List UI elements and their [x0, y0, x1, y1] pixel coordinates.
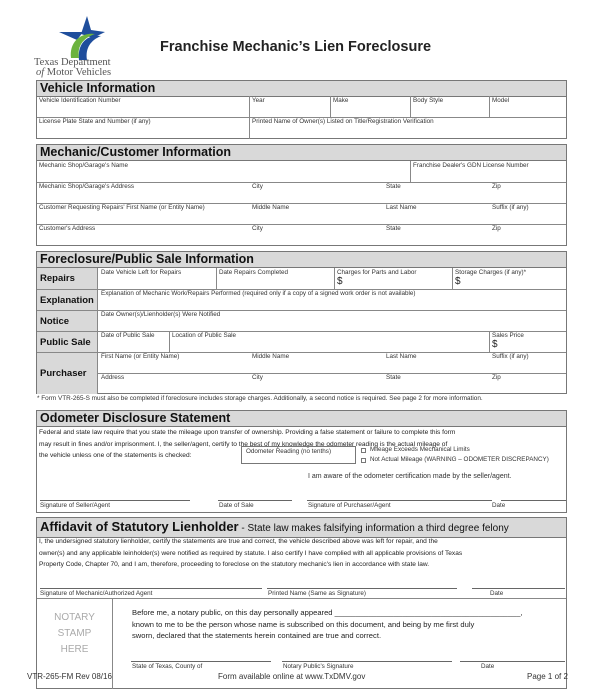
public-sale-label: Public Sale	[37, 331, 98, 352]
sale-date-field[interactable]: Date of Public Sale	[101, 332, 155, 339]
purchaser-label: Purchaser	[37, 352, 98, 394]
notary-stamp-text: HERE	[60, 644, 89, 655]
plate-field[interactable]: License Plate State and Number (if any)	[39, 118, 151, 125]
purchaser-address-field[interactable]: Address	[101, 374, 125, 381]
sale-price-field[interactable]: Sales Price	[492, 332, 524, 339]
storage-charges-field[interactable]: Storage Charges (if any)*	[455, 269, 527, 276]
purchaser-signature-field[interactable]: Signature of Purchaser/Agent	[308, 502, 391, 509]
notary-signature-field[interactable]: Notary Public's Signature	[283, 663, 354, 670]
logo-of: of	[36, 67, 45, 78]
explanation-field[interactable]: Explanation of Mechanic Work/Repairs Performed (required only if a copy of a signed work order is not available)	[101, 290, 416, 297]
not-actual-mileage-checkbox[interactable]	[361, 458, 366, 463]
section-header: Odometer Disclosure Statement	[37, 411, 566, 427]
shop-state-field[interactable]: State	[386, 183, 401, 190]
vin-field[interactable]: Vehicle Identification Number	[39, 97, 121, 104]
txdmv-logo	[32, 14, 132, 80]
affidavit-subtitle: - State law makes falsifying information a third degree felony	[238, 523, 509, 534]
printed-name-field[interactable]: Printed Name (Same as Signature)	[268, 590, 366, 597]
foreclosure-section	[36, 251, 567, 394]
affidavit-text-line: I, the undersigned statutory lienholder, certify the statements are true and correct, the vehicle described above was left for repair, and the	[39, 538, 438, 545]
gdn-field[interactable]: Franchise Dealer's GDN License Number	[413, 162, 529, 169]
dollar-sign: $	[337, 276, 343, 287]
make-field[interactable]: Make	[333, 97, 349, 104]
customer-last-field[interactable]: Last Name	[386, 204, 417, 211]
purchaser-city-field[interactable]: City	[252, 374, 263, 381]
purchaser-first-field[interactable]: First Name (or Entity Name)	[101, 353, 180, 360]
shop-zip-field[interactable]: Zip	[492, 183, 501, 190]
model-field[interactable]: Model	[492, 97, 510, 104]
not-actual-mileage-label: Not Actual Mileage (WARNING – ODOMETER DISCREPANCY)	[370, 456, 549, 463]
shop-address-field[interactable]: Mechanic Shop/Garage's Address	[39, 183, 135, 190]
mileage-exceeds-label: Mileage Exceeds Mechanical Limits	[370, 446, 470, 453]
odometer-reading-field[interactable]	[241, 446, 356, 464]
notary-date-field[interactable]: Date	[481, 663, 495, 670]
seller-signature-field[interactable]: Signature of Seller/Agent	[40, 502, 111, 509]
mileage-exceeds-checkbox[interactable]	[361, 448, 366, 453]
shop-name-field[interactable]: Mechanic Shop/Garage's Name	[39, 162, 129, 169]
customer-suffix-field[interactable]: Suffix (if any)	[492, 204, 529, 211]
section-header	[37, 518, 566, 538]
affidavit-text-line: Property Code, Chapter 70, and I am, therefore, proceeding to foreclose on the statutory mechanic's lien in accordance with state law.	[39, 561, 430, 569]
notary-text	[132, 607, 523, 642]
dollar-sign: $	[492, 339, 498, 350]
explanation-label: Explanation	[37, 289, 98, 310]
year-field[interactable]: Year	[252, 97, 265, 104]
dollar-sign: $	[455, 276, 461, 287]
customer-city-field[interactable]: City	[252, 225, 263, 232]
aware-statement: I am aware of the odometer certification made by the seller/agent.	[308, 473, 512, 480]
section-header: Foreclosure/Public Sale Information	[37, 252, 566, 268]
affidavit-date-field[interactable]: Date	[490, 590, 504, 597]
affidavit-section	[36, 517, 567, 689]
customer-middle-field[interactable]: Middle Name	[252, 204, 290, 211]
page-title: Franchise Mechanic’s Lien Foreclosure	[160, 39, 432, 55]
notice-label: Notice	[37, 310, 98, 331]
odometer-text-line: Federal and state law require that you state the mileage upon transfer of ownership. Providing a false statement or failure to complete this form	[39, 429, 456, 436]
odometer-text-line: the vehicle unless one of the statements is checked:	[39, 452, 192, 460]
logo-line2	[36, 67, 111, 78]
purchaser-last-field[interactable]: Last Name	[386, 353, 417, 360]
purchaser-middle-field[interactable]: Middle Name	[252, 353, 290, 360]
section-header: Vehicle Information	[37, 81, 566, 97]
odometer-section	[36, 410, 567, 513]
affidavit-title: Affidavit of Statutory Lienholder	[40, 519, 239, 534]
purchaser-zip-field[interactable]: Zip	[492, 374, 501, 381]
customer-address-field[interactable]: Customer's Address	[39, 225, 96, 232]
odometer-text-line: may result in fines and/or imprisonment. I, the seller/agent, certify to the best of my knowledge the odometer reading is the actual mileage of	[39, 440, 448, 448]
charges-field[interactable]: Charges for Parts and Labor	[337, 269, 417, 276]
purchaser-state-field[interactable]: State	[386, 374, 401, 381]
notary-stamp-text: NOTARY	[54, 612, 95, 623]
notary-text-line: known to me to be the person whose name is subscribed on this document, and being by me first duly	[132, 619, 475, 629]
repairs-label: Repairs	[37, 268, 98, 289]
storage-footnote: * Form VTR-265-S must also be completed if foreclosure includes storage charges. Additionally, a second notice is required. See page 2 for more information.	[37, 395, 483, 402]
notary-text-line: Before me, a notary public, on this day personally appeared ____________________________________________,	[132, 608, 523, 617]
shop-city-field[interactable]: City	[252, 183, 263, 190]
affidavit-text	[39, 536, 462, 571]
date-completed-field[interactable]: Date Repairs Completed	[219, 269, 288, 276]
star-logo-icon	[57, 16, 107, 62]
logo-line1: Texas Department	[34, 57, 111, 68]
customer-first-field[interactable]: Customer Requesting Repairs' First Name (or Entity Name)	[39, 204, 205, 211]
odometer-date-field[interactable]: Date	[492, 502, 506, 509]
notice-date-field[interactable]: Date Owner(s)/Lienholder(s) Were Notified	[101, 311, 221, 318]
affidavit-text-line: owner(s) and any applicable leinholder(s) were notified as required by statute. I also certify I have complied with all applicable provisions of Texas	[39, 549, 463, 557]
mechanic-signature-field[interactable]: Signature of Mechanic/Authorized Agent	[40, 590, 153, 597]
mechanic-section	[36, 144, 567, 246]
date-left-field[interactable]: Date Vehicle Left for Repairs	[101, 269, 182, 276]
county-field[interactable]: State of Texas, County of	[132, 663, 203, 670]
owner-name-field[interactable]: Printed Name of Owner(s) Listed on Title/Registration Verification	[252, 118, 434, 125]
logo-mv: Motor Vehicles	[46, 67, 112, 78]
form-online-link[interactable]: Form available online at www.TxDMV.gov	[218, 672, 366, 681]
vehicle-section	[36, 80, 567, 139]
purchaser-suffix-field[interactable]: Suffix (if any)	[492, 353, 529, 360]
odometer-reading-label: Odometer Reading (no tenths)	[246, 448, 332, 455]
customer-zip-field[interactable]: Zip	[492, 225, 501, 232]
page-number: Page 1 of 2	[527, 672, 568, 681]
notary-text-line: sworn, declared that the statements herein contained are true and correct.	[132, 631, 382, 641]
notary-stamp-text: STAMP	[57, 628, 92, 639]
notary-stamp-area	[37, 610, 112, 658]
customer-state-field[interactable]: State	[386, 225, 401, 232]
date-of-sale-field[interactable]: Date of Sale	[219, 502, 254, 509]
sale-location-field[interactable]: Location of Public Sale	[172, 332, 237, 339]
form-number: VTR-265-FM Rev 08/16	[27, 672, 112, 681]
section-header: Mechanic/Customer Information	[37, 145, 566, 161]
body-style-field[interactable]: Body Style	[413, 97, 444, 104]
